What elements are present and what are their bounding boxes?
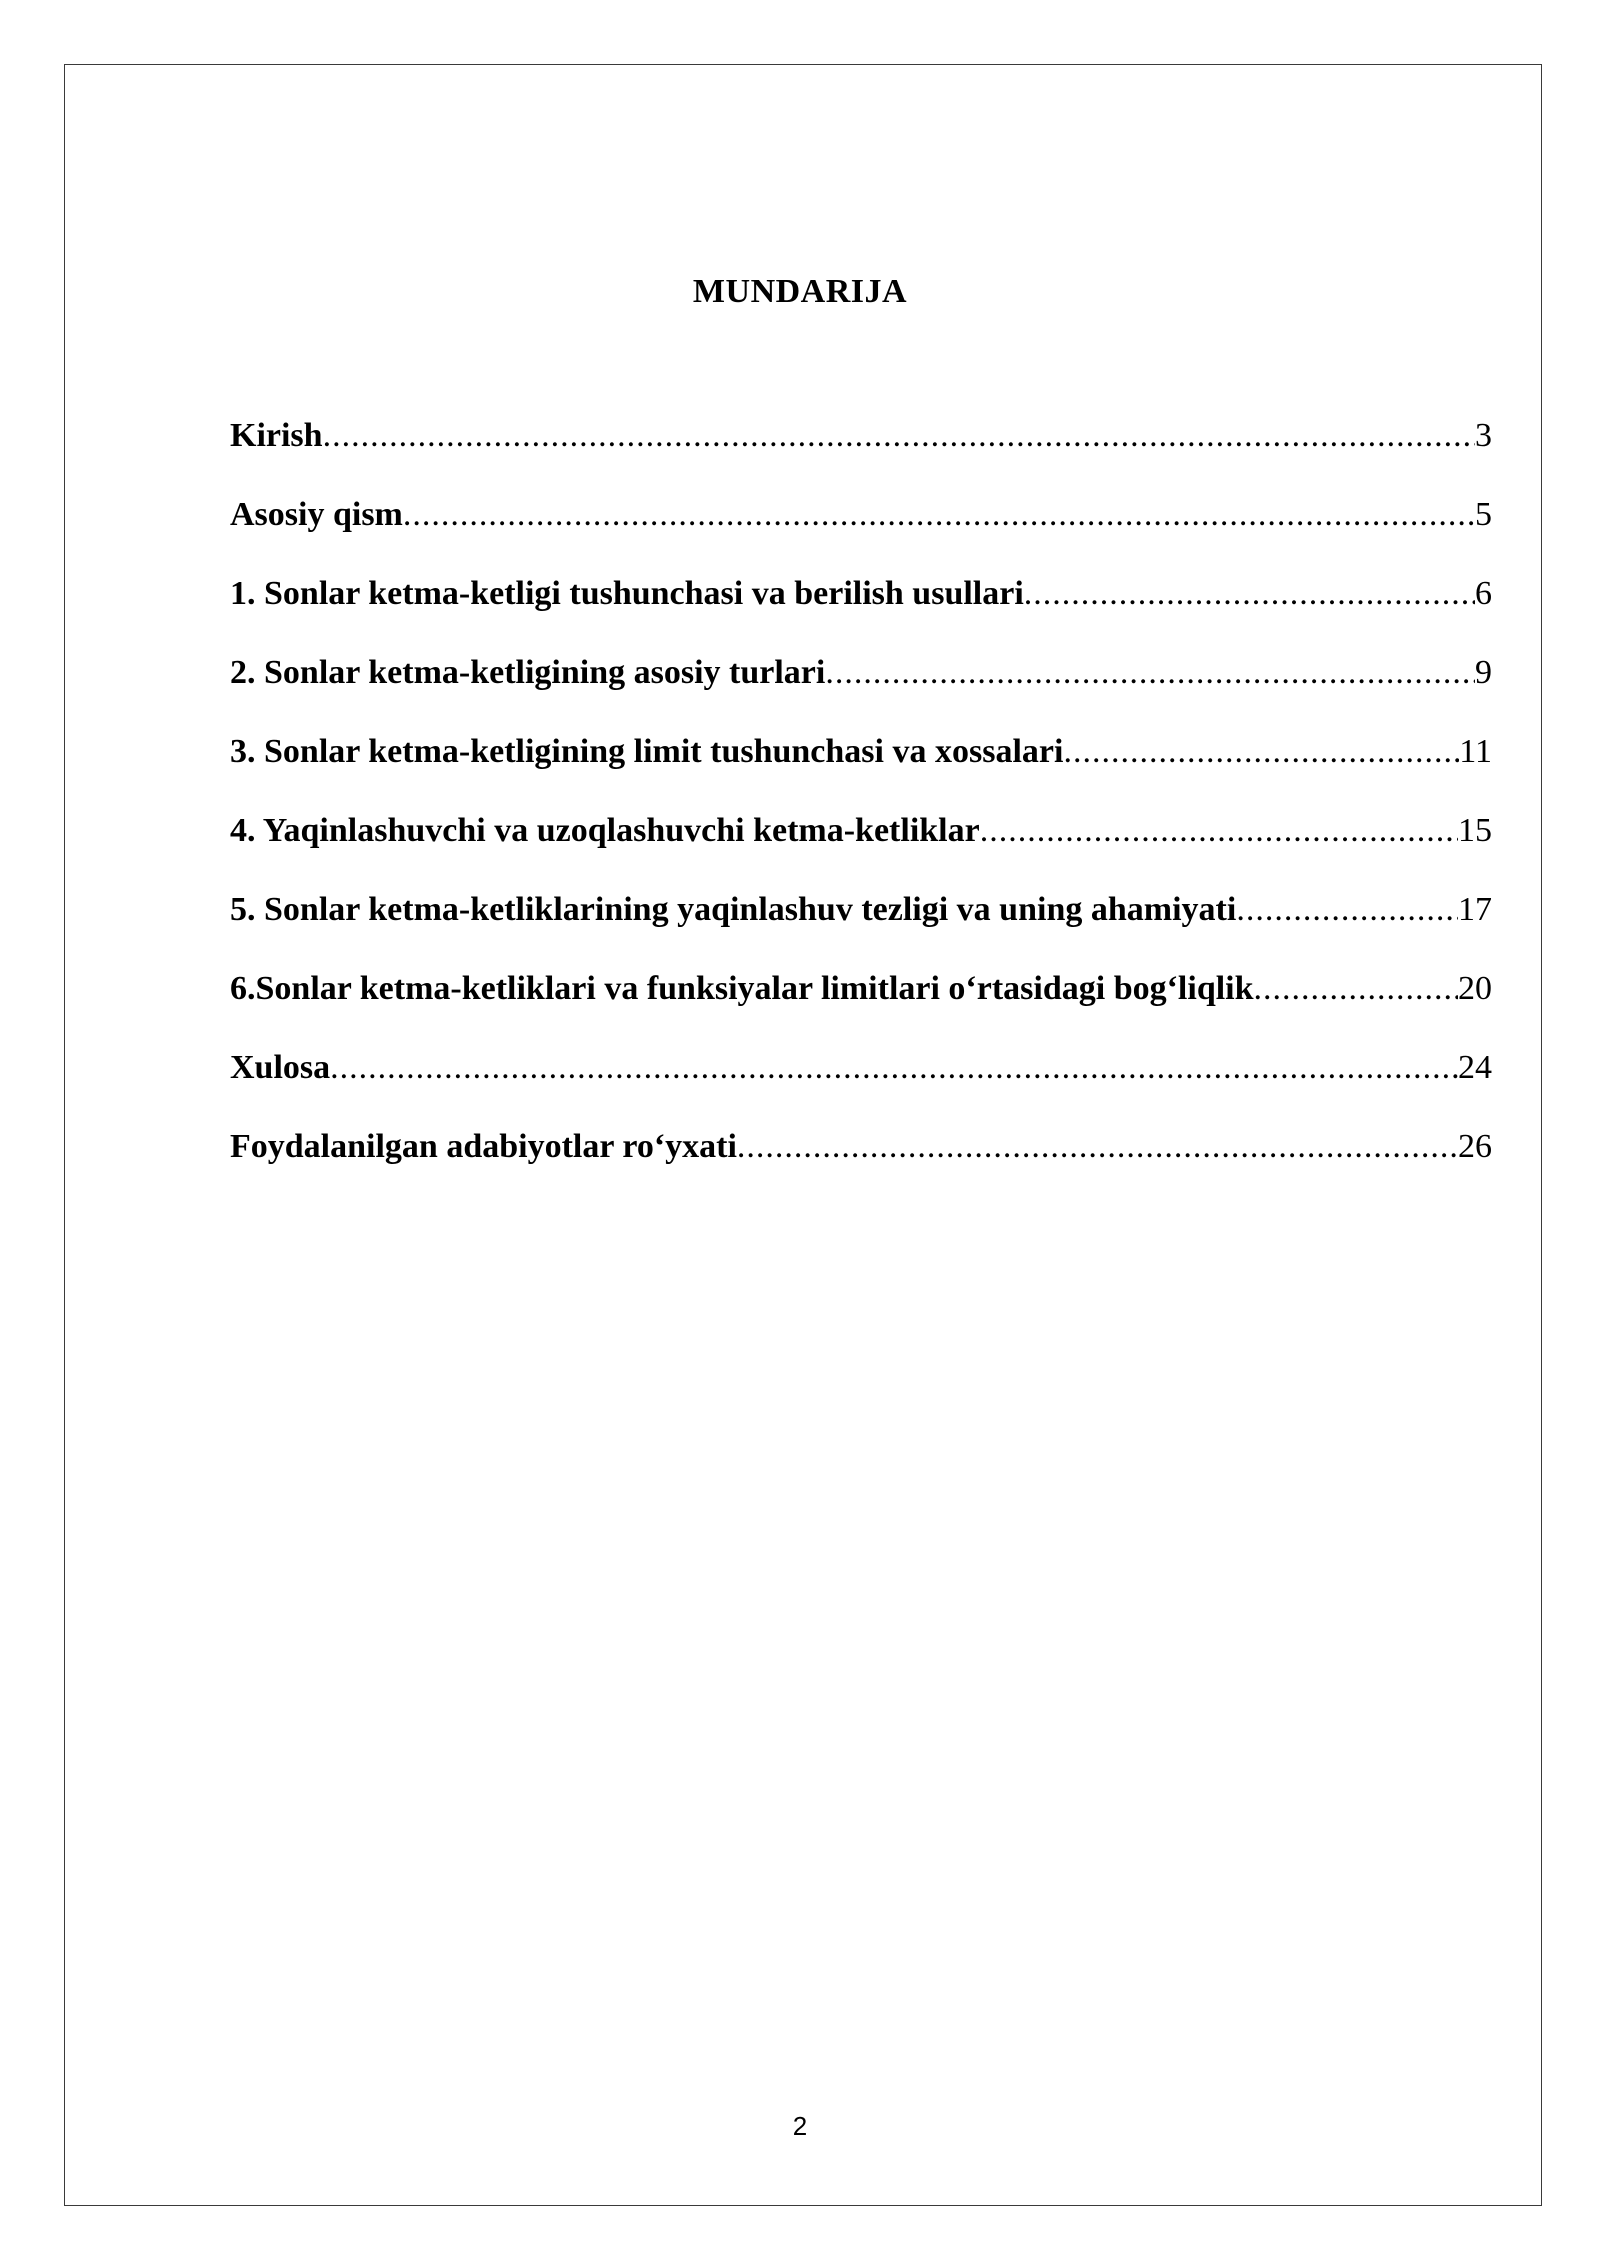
toc-dot-leader <box>323 411 1475 461</box>
toc-entry-page: 17 <box>1458 891 1492 928</box>
toc-entry-section-5[interactable] <box>230 885 1492 964</box>
toc-entry-page: 26 <box>1458 1128 1492 1165</box>
toc-entry-asosiy-qism[interactable] <box>230 490 1492 569</box>
toc-entry-label: Xulosa <box>230 1049 331 1086</box>
toc-entry-kirish[interactable] <box>230 411 1492 490</box>
toc-dot-leader <box>1024 569 1475 619</box>
toc-dot-leader <box>980 806 1458 856</box>
toc-dot-leader <box>1063 727 1459 777</box>
toc-dot-leader <box>737 1122 1458 1172</box>
toc-entry-label: 6.Sonlar ketma-ketliklari va funksiyalar limitlari o‘rtasidagi bog‘liqlik <box>230 970 1254 1007</box>
toc-entry-section-2[interactable] <box>230 648 1492 727</box>
toc-entry-label: Foydalanilgan adabiyotlar ro‘yxati <box>230 1128 737 1165</box>
toc-dot-leader <box>330 1043 1458 1093</box>
toc-entry-label: 4. Yaqinlashuvchi va uzoqlashuvchi ketma-ketliklar <box>230 812 980 849</box>
toc-entry-page: 15 <box>1458 812 1492 849</box>
toc-heading: MUNDARIJA <box>692 273 908 310</box>
toc-entry-section-3[interactable] <box>230 727 1492 806</box>
toc-entry-label: 3. Sonlar ketma-ketligining limit tushunchasi va xossalari <box>230 733 1064 770</box>
toc-entry-page: 24 <box>1458 1049 1492 1086</box>
toc-entry-label: 1. Sonlar ketma-ketligi tushunchasi va berilish usullari <box>230 575 1024 612</box>
toc-entry-section-4[interactable] <box>230 806 1492 885</box>
toc-entry-label: 5. Sonlar ketma-ketliklarining yaqinlashuv tezligi va uning ahamiyati <box>230 891 1237 928</box>
table-of-contents <box>230 411 1492 1201</box>
toc-entry-page: 11 <box>1459 733 1492 770</box>
toc-entry-page: 6 <box>1475 575 1492 612</box>
toc-entry-page: 5 <box>1475 496 1492 533</box>
toc-dot-leader <box>403 490 1475 540</box>
toc-entry-label: Kirish <box>230 417 323 454</box>
page-number: 2 <box>792 2111 808 2141</box>
toc-dot-leader <box>1254 964 1458 1014</box>
toc-entry-section-6[interactable] <box>230 964 1492 1043</box>
toc-entry-page: 9 <box>1475 654 1492 691</box>
toc-entry-label: Asosiy qism <box>230 496 403 533</box>
toc-dot-leader <box>825 648 1475 698</box>
toc-entry-adabiyotlar[interactable] <box>230 1122 1492 1201</box>
toc-entry-page: 20 <box>1458 970 1492 1007</box>
toc-dot-leader <box>1236 885 1458 935</box>
toc-entry-xulosa[interactable] <box>230 1043 1492 1122</box>
toc-entry-section-1[interactable] <box>230 569 1492 648</box>
toc-entry-page: 3 <box>1475 417 1492 454</box>
toc-entry-label: 2. Sonlar ketma-ketligining asosiy turlari <box>230 654 826 691</box>
